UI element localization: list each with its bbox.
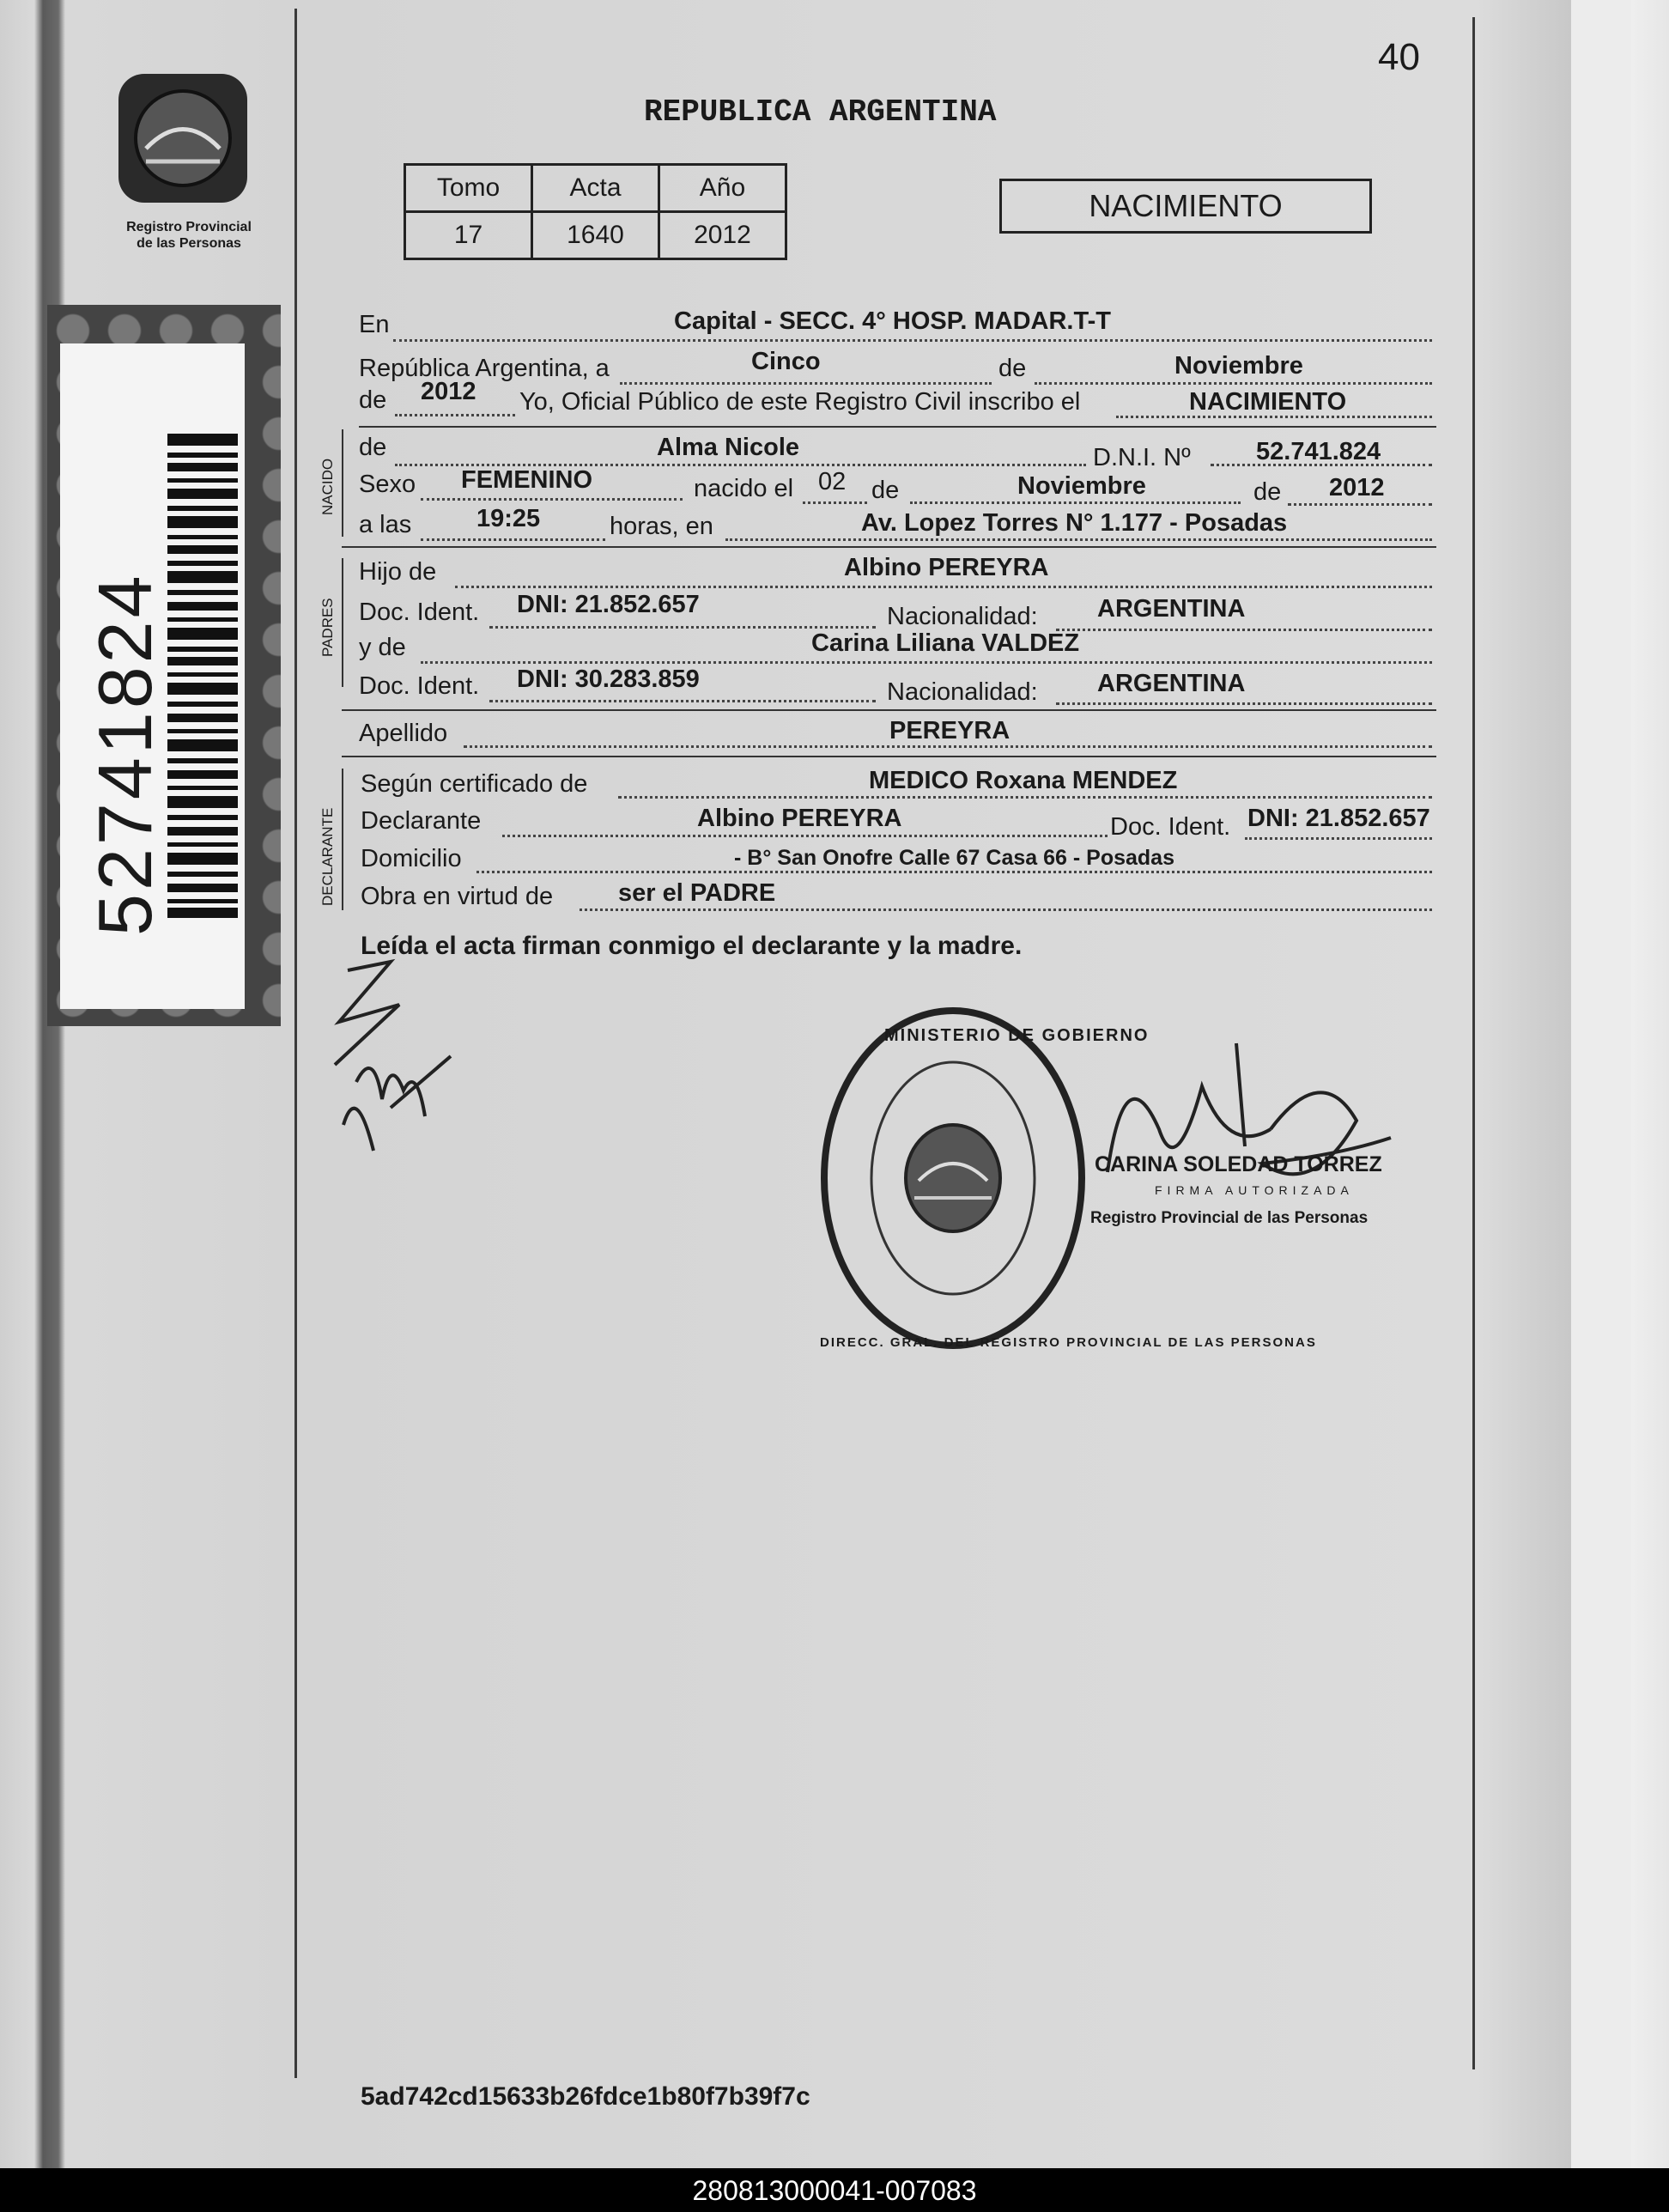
- provincial-seal-logo: [112, 67, 262, 213]
- left-margin-line: [294, 9, 297, 2078]
- value-padre-nac: ARGENTINA: [1097, 595, 1246, 623]
- section-divider: [359, 426, 1436, 428]
- dotted-line: [395, 414, 515, 416]
- label-republica: República Argentina, a: [359, 355, 610, 382]
- section-bracket: [342, 558, 343, 687]
- barcode-number: 52741824: [82, 572, 167, 936]
- label-doc-ident-1: Doc. Ident.: [359, 599, 480, 626]
- value-sexo: FEMENINO: [461, 466, 593, 494]
- value-certificado: MEDICO Roxana MENDEZ: [869, 767, 1178, 794]
- label-obra-virtud: Obra en virtud de: [361, 883, 554, 910]
- record-table-header: Año: [659, 165, 786, 212]
- label-y-de: y de: [359, 634, 406, 661]
- label-dni: D.N.I. Nº: [1093, 444, 1191, 471]
- value-declarante: Albino PEREYRA: [697, 805, 902, 832]
- logo-caption-line2: de las Personas: [137, 236, 241, 251]
- dotted-line: [464, 745, 1432, 748]
- document-title: REPUBLICA ARGENTINA: [644, 94, 997, 130]
- dotted-line: [1035, 382, 1432, 385]
- label-doc-ident-2: Doc. Ident.: [359, 672, 480, 700]
- label-de-anio2: de: [1253, 478, 1282, 506]
- official-name: CARINA SOLEDAD TORREZ: [1095, 1152, 1382, 1176]
- value-madre-doc: DNI: 30.283.859: [517, 665, 700, 693]
- record-table-cell: 1640: [532, 212, 659, 259]
- label-domicilio: Domicilio: [361, 845, 462, 872]
- label-nacido-el: nacido el: [694, 475, 794, 502]
- value-dia-letras: Cinco: [751, 348, 821, 375]
- section-divider: [342, 756, 1436, 757]
- value-apellido: PEREYRA: [889, 717, 1011, 744]
- dotted-line: [1288, 503, 1432, 506]
- dotted-line: [803, 501, 867, 504]
- dotted-line: [620, 382, 992, 385]
- dotted-line: [476, 871, 1432, 873]
- value-lugar-nac: Av. Lopez Torres N° 1.177 - Posadas: [861, 509, 1288, 537]
- page-edge: [1571, 0, 1631, 2168]
- logo-caption-line1: Registro Provincial: [126, 220, 252, 234]
- label-nacionalidad-2: Nacionalidad:: [887, 678, 1038, 706]
- record-table: [404, 163, 787, 260]
- record-type-box: NACIMIENTO: [999, 179, 1372, 234]
- value-mes-nac: Noviembre: [1017, 472, 1146, 500]
- dotted-line: [580, 908, 1432, 911]
- record-table-cell: 2012: [659, 212, 786, 259]
- label-hijo-de: Hijo de: [359, 558, 437, 586]
- section-bracket: [342, 429, 343, 537]
- dotted-line: [618, 796, 1432, 799]
- stamp-inner-text: MINISTERIO DE GOBIERNO: [884, 1026, 1150, 1045]
- footer-id: 280813000041-007083: [692, 2175, 977, 2206]
- record-table-cell: 17: [405, 212, 532, 259]
- value-tipo: NACIMIENTO: [1189, 388, 1347, 416]
- label-de-nombre: de: [359, 434, 387, 461]
- label-de-anio: de: [359, 386, 387, 414]
- dotted-line: [393, 339, 1432, 342]
- dotted-line: [1245, 837, 1432, 840]
- value-padre: Albino PEREYRA: [844, 554, 1049, 581]
- official-stamp: [816, 1000, 1099, 1357]
- dotted-line: [421, 661, 1432, 664]
- dotted-line: [1056, 629, 1432, 631]
- official-signature: [1099, 1035, 1425, 1206]
- value-madre-nac: ARGENTINA: [1097, 670, 1246, 697]
- label-declarante: Declarante: [361, 807, 482, 835]
- label-apellido: Apellido: [359, 720, 448, 747]
- section-bracket: [342, 769, 343, 910]
- document-hash: 5ad742cd15633b26fdce1b80f7b39f7c: [361, 2082, 810, 2111]
- value-lugar: Capital - SECC. 4° HOSP. MADAR.T-T: [674, 307, 1111, 335]
- label-horas-en: horas, en: [610, 513, 713, 540]
- record-table-header: Tomo: [405, 165, 532, 212]
- value-padre-doc: DNI: 21.852.657: [517, 591, 700, 618]
- dotted-line: [489, 700, 876, 702]
- label-yo-oficial: Yo, Oficial Público de este Registro Civil inscribo el: [519, 388, 1081, 416]
- dotted-line: [421, 498, 683, 501]
- label-en: En: [359, 311, 390, 338]
- closing-statement: Leída el acta firman conmigo el declarante y la madre.: [361, 932, 1023, 960]
- declarant-signature: [322, 953, 476, 1176]
- dotted-line: [455, 586, 1432, 588]
- dotted-line: [725, 538, 1432, 541]
- section-label-declarante: DECLARANTE: [319, 807, 336, 906]
- dotted-line: [421, 538, 605, 541]
- value-mes: Noviembre: [1174, 352, 1303, 380]
- official-office: Registro Provincial de las Personas: [1090, 1209, 1369, 1227]
- dotted-line: [502, 835, 1108, 837]
- dotted-line: [1056, 702, 1432, 705]
- section-label-padres: PADRES: [319, 598, 336, 657]
- value-dia-nac: 02: [818, 468, 847, 495]
- value-madre: Carina Liliana VALDEZ: [811, 629, 1080, 657]
- barcode-icon: [167, 434, 238, 919]
- logo-caption: [103, 219, 275, 252]
- stamp-outer-text: DIRECC. GRAL. DEL REGISTRO PROVINCIAL DE LAS PERSONAS: [820, 1335, 1317, 1350]
- label-sexo: Sexo: [359, 471, 416, 498]
- label-de-dia: de: [871, 477, 900, 504]
- section-divider: [342, 546, 1436, 548]
- section-label-nacido: NACIDO: [319, 458, 336, 515]
- label-de-mes: de: [998, 355, 1027, 382]
- value-anio-nac: 2012: [1329, 474, 1385, 501]
- value-domicilio: - B° San Onofre Calle 67 Casa 66 - Posadas: [734, 846, 1174, 870]
- right-margin-line: [1472, 17, 1475, 2069]
- value-obra: ser el PADRE: [618, 879, 776, 907]
- record-table-header: Acta: [532, 165, 659, 212]
- dotted-line: [489, 626, 876, 629]
- value-hora: 19:25: [476, 505, 541, 532]
- page-number: 40: [1378, 36, 1420, 78]
- value-dni: 52.741.824: [1256, 438, 1381, 465]
- official-role: FIRMA AUTORIZADA: [1155, 1183, 1354, 1197]
- section-divider: [342, 709, 1436, 711]
- label-nacionalidad-1: Nacionalidad:: [887, 603, 1038, 630]
- label-a-las: a las: [359, 511, 412, 538]
- value-declarante-doc: DNI: 21.852.657: [1247, 805, 1430, 832]
- value-nombre: Alma Nicole: [657, 434, 799, 461]
- value-anio: 2012: [421, 378, 476, 405]
- dotted-line: [910, 501, 1241, 504]
- label-doc-ident-3: Doc. Ident.: [1110, 813, 1231, 841]
- label-segun-cert: Según certificado de: [361, 770, 588, 798]
